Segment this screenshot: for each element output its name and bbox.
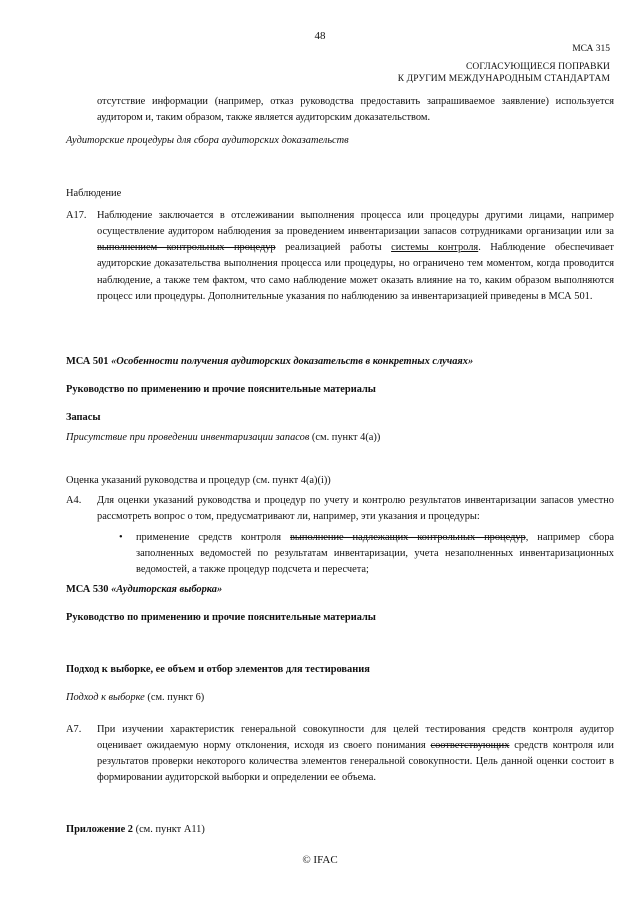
- paragraph-number-a17: A17.: [66, 210, 87, 221]
- paragraph-a17: Наблюдение заключается в отслеживании выполнения процесса или процедуры другими лицами, например осуществление аудитором наблюдения за проведением инвентаризации запасов сотрудниками организации или за выполнением контрольных процедур реализацией работы системы контроля. Наблюдение обеспечивает аудиторские доказательства выполнения процесса или процедуры, но ограничено тем моментом, когда проводится наблюдение, а также тем фактом, что само наблюдение может оказать влияние на то, каким образом выполняются процесс или процедуры. Дополнительные указания по наблюдению за инвентаризацией приведены в МСА 501.: [97, 210, 614, 302]
- bullet-icon: •: [119, 532, 123, 543]
- paragraph-a7: При изучении характеристик генеральной совокупности для целей тестирования средств контроля аудитор оценивает ожидаемую норму отклонения, исходя из своего понимания соответствующих средств контроля или результатов проверки некоторого количества элементов генеральной совокупности. Цель данной оценки состоит в формировании аудиторской выборки и определении ее объема.: [97, 724, 614, 784]
- running-header-line1: СОГЛАСУЮЩИЕСЯ ПОПРАВКИ: [465, 62, 610, 72]
- struck-text: соответствующих: [430, 740, 510, 752]
- approach-subheading: Подход к выборке (см. пункт 6): [66, 692, 205, 703]
- isa501-guidance-heading: Руководство по применению и прочие пояснительные материалы: [66, 384, 376, 395]
- intro-paragraph: отсутствие информации (например, отказ руководства предоставить запрашиваемое заявление) используется аудитором и, таким образом, также является аудиторским доказательством.: [97, 96, 614, 124]
- isa501-heading: МСА 501 «Особенности получения аудиторских доказательств в конкретных случаях»: [66, 356, 474, 367]
- paragraph-number-a4: A4.: [66, 495, 82, 506]
- procedures-heading: Аудиторские процедуры для сбора аудиторских доказательств: [66, 135, 349, 146]
- presence-subheading: Присутствие при проведении инвентаризации запасов (см. пункт 4(а)): [66, 432, 381, 443]
- appendix-reference: Приложение 2 (см. пункт А11): [66, 824, 205, 835]
- document-code: МСА 315: [572, 44, 610, 54]
- observation-heading: Наблюдение: [66, 188, 122, 199]
- running-header-line2: К ДРУГИМ МЕЖДУНАРОДНЫМ СТАНДАРТАМ: [397, 74, 610, 84]
- isa530-heading: МСА 530 «Аудиторская выборка»: [66, 584, 223, 595]
- evaluation-heading: Оценка указаний руководства и процедур (см. пункт 4(а)(i)): [66, 475, 331, 486]
- underlined-text: системы контроля: [391, 242, 479, 254]
- page-number: 48: [314, 30, 326, 42]
- struck-text: выполнение надлежащих контрольных процедур: [290, 532, 526, 543]
- approach-heading: Подход к выборке, ее объем и отбор элементов для тестирования: [66, 664, 370, 675]
- isa530-guidance-heading: Руководство по применению и прочие пояснительные материалы: [66, 612, 376, 623]
- bullet-item: применение средств контроля выполнение надлежащих контрольных процедур, например сбора заполненных ведомостей по результатам инвентаризации, учета незаполненных инвентаризационных ведомостей, а также процедур подсчета и пересчета;: [136, 532, 615, 576]
- paragraph-a4: Для оценки указаний руководства и процедур по учету и контролю результатов инвентаризации запасов уместно рассмотреть вопрос о том, предусматривают ли, например, эти указания и процедуры:: [97, 495, 614, 523]
- inventory-heading: Запасы: [66, 412, 101, 423]
- footer-copyright: © IFAC: [302, 854, 338, 866]
- paragraph-number-a7: A7.: [66, 724, 82, 735]
- struck-text: выполнением контрольных процедур: [97, 242, 276, 254]
